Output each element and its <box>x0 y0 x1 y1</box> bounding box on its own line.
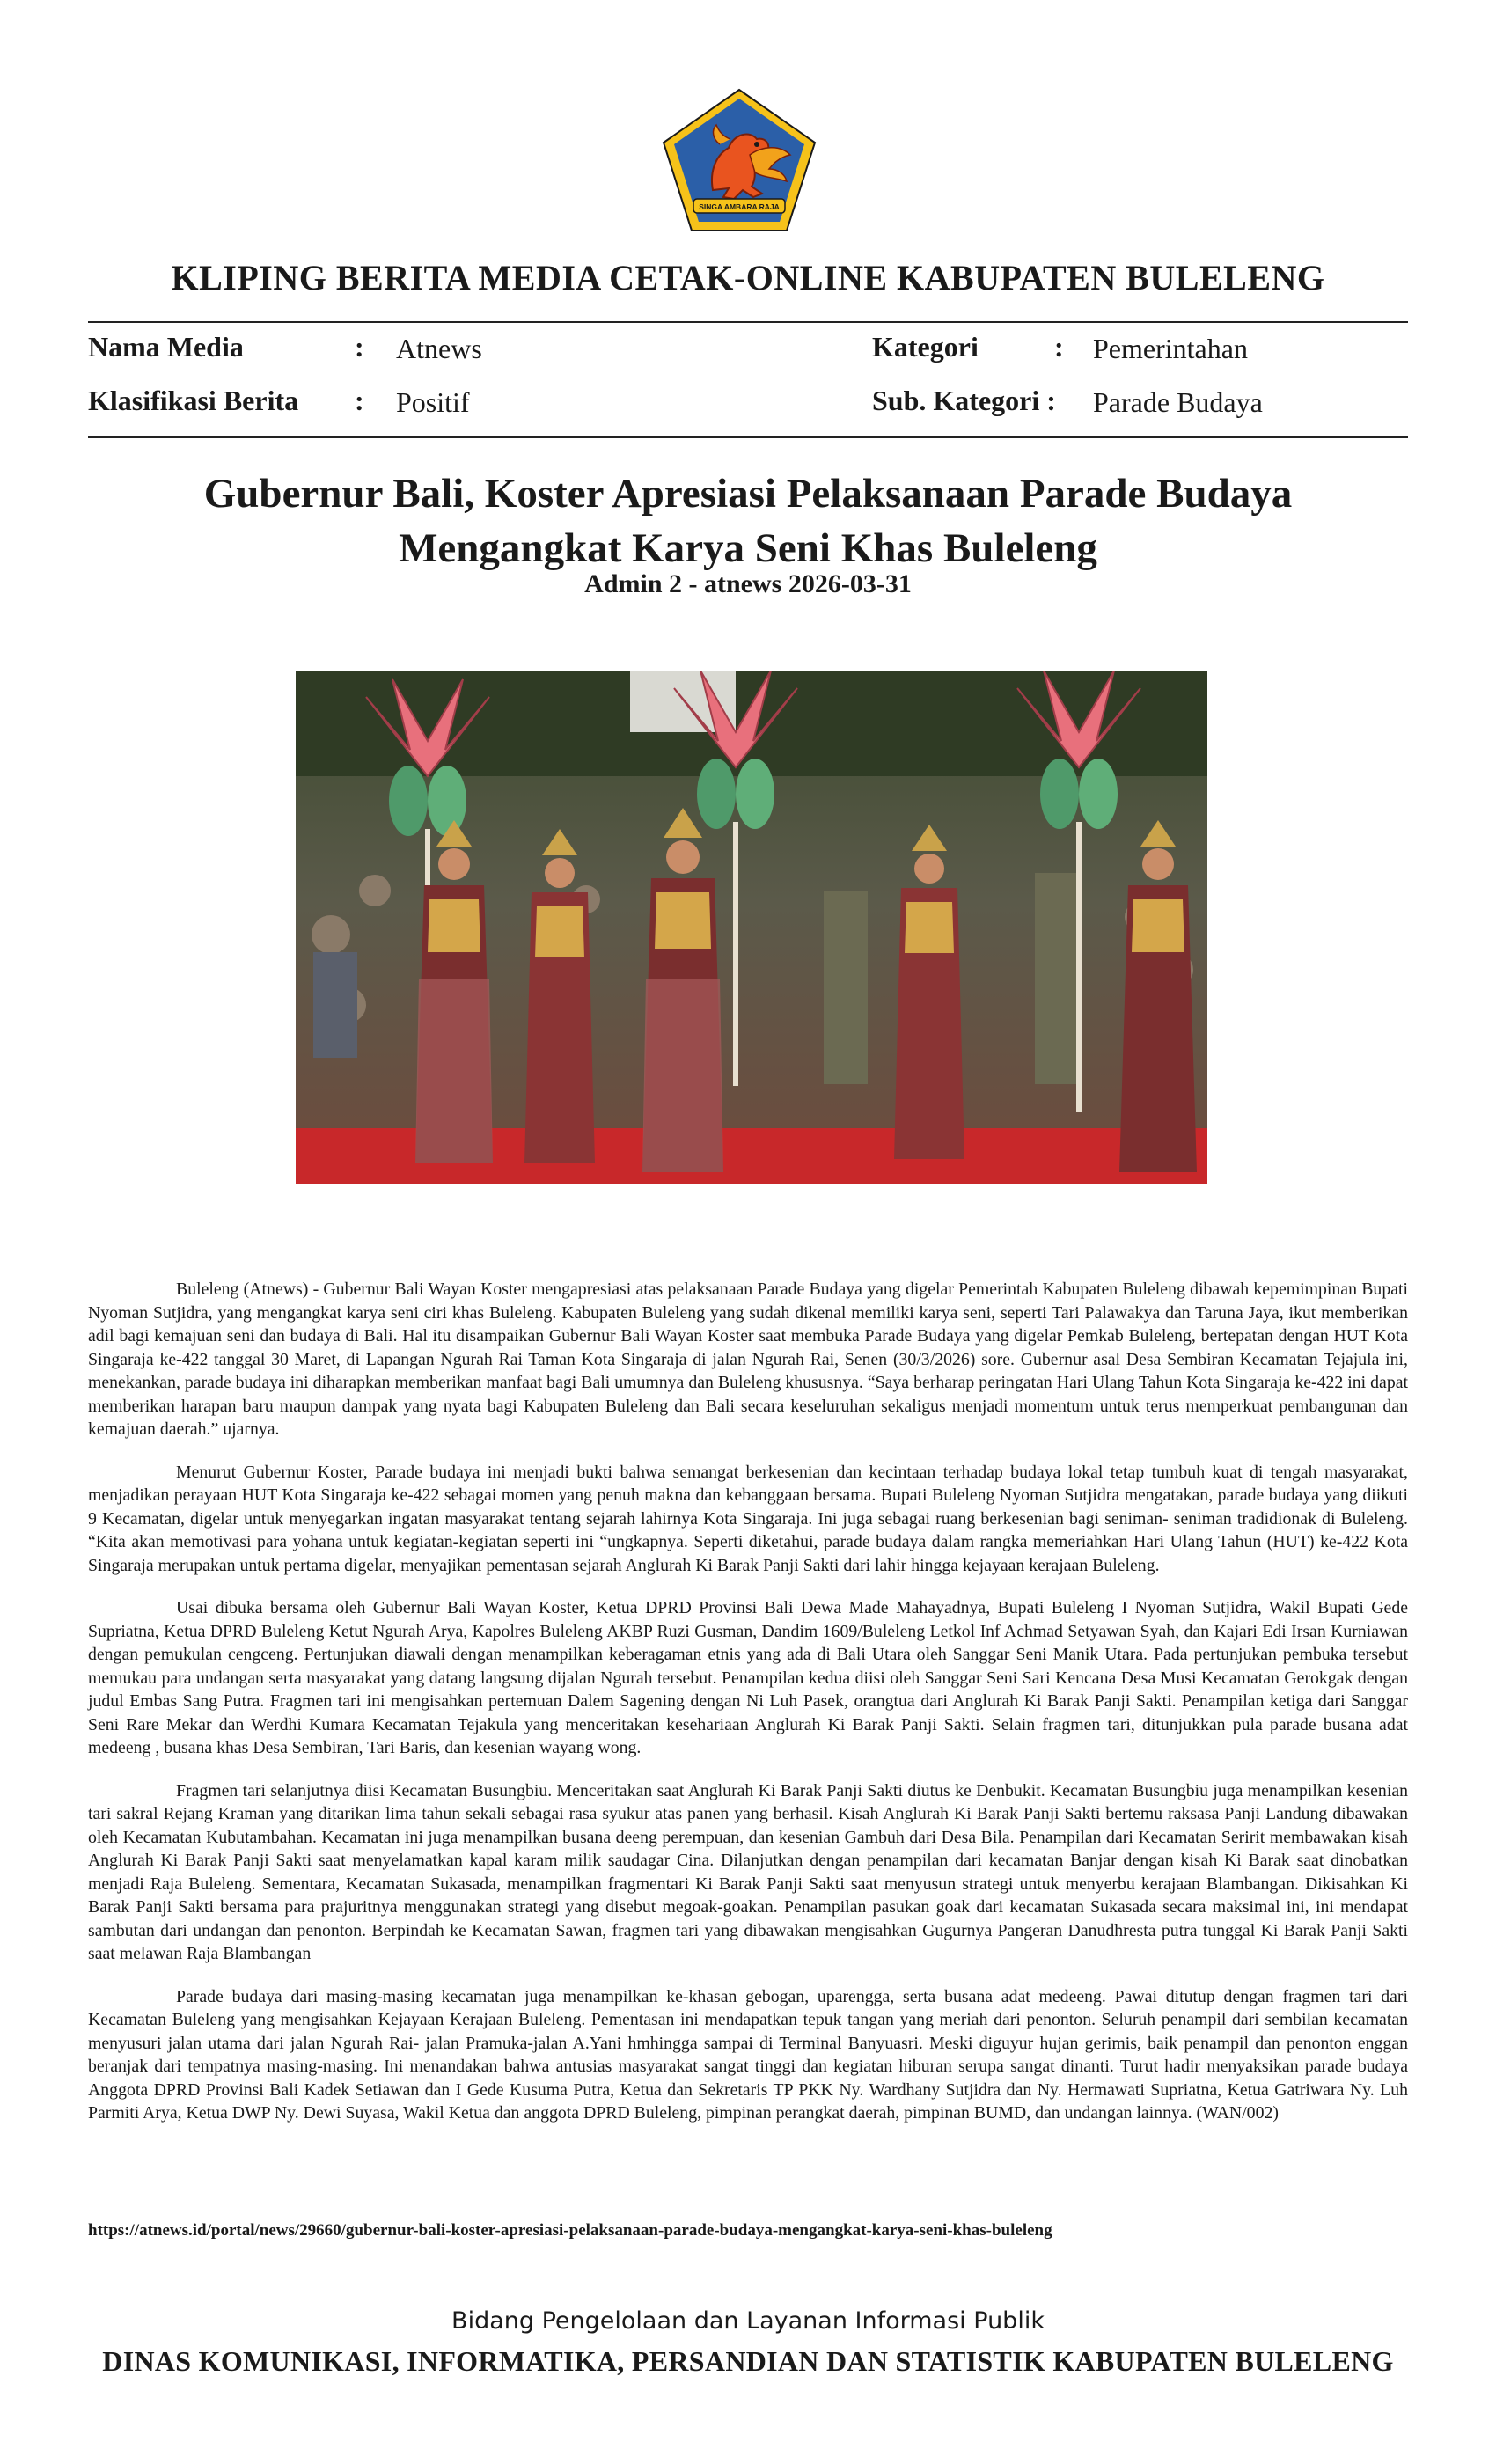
article-body <box>88 1278 1408 2145</box>
parade-dancers-image <box>296 671 1207 1184</box>
headline-line-1: Gubernur Bali, Koster Apresiasi Pelaksanaan Parade Budaya <box>203 471 1293 517</box>
article-paragraph: Fragmen tari selanjutnya diisi Kecamatan Busungbiu. Menceritakan saat Anglurah Ki Barak Panji Sakti diutus ke Denbukit. Kecamatan Busungbiu juga menampilkan kesenian tari sakral Rejang Kraman yang ditarikan lima tahun sekali sebagai rasa syukur atas panen yang berhasil. Kisah Anglurah Ki Barak Panji Sakti bertemu raksasa Panji Landung dibawakan oleh Kecamatan Kubutambahan. Kecamatan ini juga menampilkan busana deeng perempuan, dan kesenian Gambuh dari Desa Bila. Penampilan dari Kecamatan Seririt membawakan kisah Anglurah Ki Barak Panji Sakti saat menyelamatkan kapal karam milik saudagar Cina. Dilanjutkan dengan penampilan dari kecamatan Banjar dengan kisah Ki Barak saat dinobatkan menjadi Raja Buleleng. Sementara, Kecamatan Sukasada, menampilkan fragmentari Ki Barak Panji Sakti saat menyusun strategi untuk menyerbu kerajaan Blambangan. Dikisahkan Ki Barak Panji Sakti bersama para prajuritnya menggunakan strategi yang disebut megoak-goakan. Penampilan pasukan goak dari kecamatan Sukasada secara maksimal ini, ini mendapat sambutan dari undangan dan penonton. Berpindah ke Kecamatan Sawan, fragmen tari yang dibawakan mengisahkan Gugurnya Pangeran Danudhresta putra tunggal Ki Barak Panji Sakti saat melawan Raja Blambangan <box>88 1780 1408 1963</box>
sub-kategori-label: Sub. Kategori : <box>872 385 1056 416</box>
klasifikasi-label: Klasifikasi Berita <box>88 385 299 416</box>
article-photo <box>296 671 1207 1184</box>
buleleng-emblem-icon <box>658 86 820 236</box>
kategori-colon: : <box>1054 331 1064 363</box>
footer-division: Bidang Pengelolaan dan Layanan Informasi Publik <box>451 2307 1045 2335</box>
article-paragraph: Buleleng (Atnews) - Gubernur Bali Wayan Koster mengapresiasi atas pelaksanaan Parade Budaya yang digelar Pemerintah Kabupaten Buleleng dibawah kepemimpinan Bupati Nyoman Sutjidra, yang mengangkat karya seni ciri khas Buleleng. Kabupaten Buleleng yang sudah dikenal memiliki karya seni, seperti Tari Palawakya dan Taruna Jaya, ikut memberikan adil bagi kemajuan seni dan budaya di Bali. Hal itu disampaikan Gubernur Bali Wayan Koster saat membuka Parade Budaya yang digelar Pemkab Buleleng, bertepatan dengan HUT Kota Singaraja ke-422 tanggal 30 Maret, di Lapangan Ngurah Rai Taman Kota Singaraja di jalan Ngurah Rai, Senen (30/3/2026) sore. Gubernur asal Desa Sembiran Kecamatan Tejajula ini, menekankan, parade budaya ini diharapkan memberikan manfaat bagi Bali umumnya dan Buleleng khususnya. “Saya berharap peringatan Hari Ulang Tahun Kota Singaraja ke-422 ini dapat memberikan harapan baru maupun dampak yang nyata bagi Kabupaten Buleleng dan Bali secara keseluruhan sekaligus menjadi momentum untuk terus memperkuat pembangunan dan kemajuan daerah.” ujarnya. <box>88 1280 1408 1439</box>
header-top-divider <box>88 321 1408 323</box>
footer-agency: DINAS KOMUNIKASI, INFORMATIKA, PERSANDIAN DAN STATISTIK KABUPATEN BULELENG <box>102 2345 1394 2377</box>
klasifikasi-value: Positif <box>396 386 470 418</box>
nama-media-label: Nama Media <box>88 331 244 363</box>
klasifikasi-colon: : <box>355 385 364 416</box>
article-byline: Admin 2 - atnews 2026-03-31 <box>584 569 912 598</box>
header-bottom-divider <box>88 436 1408 438</box>
clipping-header-title: KLIPING BERITA MEDIA CETAK-ONLINE KABUPATEN BULELENG <box>171 258 1325 297</box>
kategori-value: Pemerintahan <box>1093 333 1248 364</box>
article-headline <box>88 466 1408 576</box>
kategori-label: Kategori <box>872 331 979 363</box>
article-paragraph: Menurut Gubernur Koster, Parade budaya ini menjadi bukti bahwa semangat berkesenian dan kecintaan terhadap budaya lokal tetap tumbuh kuat di tengah masyarakat, menjadikan perayaan HUT Kota Singaraja ke-422 sebagai momen yang penuh makna dan kebanggaan bersama. Bupati Buleleng Nyoman Sutjidra mengatakan, parade budaya yang diikuti 9 Kecamatan, digelar untuk menyegarkan ingatan masyarakat tentang sejarah lahirnya Kota Singaraja. Ini juga sebagai ruang berkesenian bagi seniman- seniman tradidionak di Buleleng. “Kita akan memotivasi para yohana untuk kegiatan-kegiatan seperti ini “ungkapnya. Seperti diketahui, parade budaya dalam rangka memeriahkan Hari Ulang Tahun (HUT) ke-422 Kota Singaraja merupakan untuk pertama digelar, menyajikan pementasan sejarah Anglurah Ki Barak Panji Sakti dari lahir hingga kejayaan kerajaan Buleleng. <box>88 1462 1408 1575</box>
logo-motto: SINGA AMBARA RAJA <box>699 202 780 211</box>
source-url-link[interactable]: https://atnews.id/portal/news/29660/gubernur-bali-koster-apresiasi-pelaksanaan-parade-budaya-mengangkat-karya-seni-khas-buleleng <box>88 2221 1052 2240</box>
buleleng-regency-logo <box>658 86 820 236</box>
article-paragraph: Usai dibuka bersama oleh Gubernur Bali Wayan Koster, Ketua DPRD Provinsi Bali Dewa Made Mahayadnya, Bupati Buleleng I Nyoman Sutjidra, Wakil Bupati Gede Supriatna, Ketua DPRD Buleleng Ketut Ngurah Arya, Kapolres Buleleng AKBP Ruzi Gusman, Dandim 1609/Buleleng Letkol Inf Achmad Setyawan Syah, dan Kajari Edi Irsan Kurniawan dengan pemukulan cengceng. Pertunjukan diawali dengan menampilkan keberagaman etnis yang ada di Bali Utara oleh Sanggar Seni Manik Utara. Pada pertunjukan pembuka tersebut memukau para undangan serta masyarakat yang datang langsung dijalan Ngurah tersebut. Penampilan kedua diisi oleh Sanggar Seni Sari Kencana Desa Musi Kecamatan Gerokgak dengan judul Embas Sang Putra. Fragmen tari ini mengisahkan pertemuan Dalem Sagening dengan Ni Luh Pasek, orangtua dari Anglurah Ki Barak Panji Sakti. Penampilan ketiga dari Sanggar Seni Rare Mekar dan Werdhi Kumara Kecamatan Tejakula yang menceritakan kesehariaan Anglurah Ki Barak Panji Sakti. Selain fragmen tari, ditunjukkan pula parade busana adat medeeng , busana khas Desa Sembiran, Tari Baris, dan kesenian wayang wong. <box>88 1598 1408 1757</box>
headline-line-2: Mengangkat Karya Seni Khas Buleleng <box>399 525 1097 571</box>
nama-media-value: Atnews <box>396 333 482 364</box>
article-paragraph: Parade budaya dari masing-masing kecamatan juga menampilkan ke-khasan gebogan, uparengga, serta busana adat medeeng. Pawai ditutup dengan fragmen tari dari Kecamatan Buleleng yang mengisahkan Kejayaan Kerajaan Buleleng. Pementasan ini mendapatkan tepuk tangan yang meriah dari penonton. Seluruh penampil dari sembilan kecamatan menyusuri jalan utama dari jalan Ngurah Rai- jalan Pramuka-jalan A.Yani hmhingga sampai di Terminal Banyuasri. Meski diguyur hujan gerimis, baik penampil dan penonton enggan beranjak dari tempatnya masing-masing. Ini menandakan bahwa antusias masyarakat sangat tinggi dan kegiatan hiburan serupa sangat dinanti. Turut hadir menyaksikan parade budaya Anggota DPRD Provinsi Bali Kadek Setiawan dan I Gede Kusuma Putra, Ketua dan Sekretaris TP PKK Ny. Wardhany Sutjidra dan Ny. Hermawati Supriatna, Ketua Gatriwara Ny. Luh Parmiti Arya, Ketua DWP Ny. Dewi Suyasa, Wakil Ketua dan anggota DPRD Buleleng, pimpinan perangkat daerah, pimpinan BUMD, dan undangan lainnya. (WAN/002) <box>88 1986 1408 2123</box>
sub-kategori-value: Parade Budaya <box>1093 386 1263 418</box>
nama-media-colon: : <box>355 331 364 363</box>
